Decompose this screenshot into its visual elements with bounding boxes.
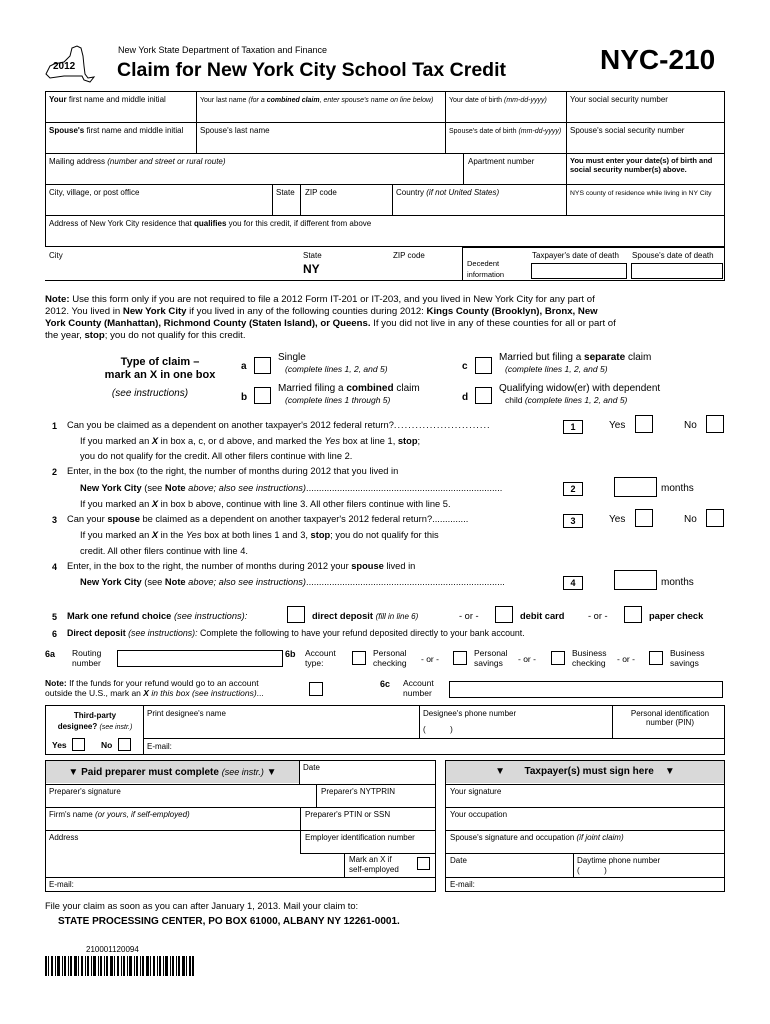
nyc-city-field[interactable]: City bbox=[49, 251, 63, 260]
line-6-text: Direct deposit (see instructions): Complete the following to have your refund deposited directly to your bank account. bbox=[67, 628, 525, 638]
taxpayer-email-field[interactable]: E-mail: bbox=[450, 880, 475, 889]
line-3-instruction-2: credit. All other filers continue with line 4. bbox=[80, 546, 248, 556]
claim-d-letter: d bbox=[462, 392, 469, 403]
country-field[interactable]: Country (if not United States) bbox=[396, 188, 500, 197]
line-5-number: 5 bbox=[52, 612, 58, 622]
or-separator: - or - bbox=[518, 654, 536, 664]
direct-deposit-label: direct deposit (fill in line 6) bbox=[312, 611, 419, 621]
personal-savings-checkbox[interactable] bbox=[453, 651, 467, 665]
spouse-dob-field[interactable]: Spouse's date of birth (mm-dd-yyyy) bbox=[449, 128, 562, 135]
debit-card-checkbox[interactable] bbox=[495, 606, 513, 623]
designee-email-field[interactable]: E-mail: bbox=[147, 742, 172, 751]
employer-id-field[interactable]: Employer identification number bbox=[305, 833, 415, 842]
line-4-months-input[interactable] bbox=[614, 570, 657, 590]
spouse-death-label: Spouse's date of death bbox=[632, 251, 714, 260]
line-1-instruction-2: you do not qualify for the credit. All other filers continue with line 2. bbox=[80, 451, 353, 461]
mailing-address-field[interactable]: Mailing address (number and street or rural route) bbox=[49, 157, 226, 166]
preparer-email-field[interactable]: E-mail: bbox=[49, 880, 74, 889]
line-3-yes-label: Yes bbox=[609, 514, 626, 525]
line-2-months-label: months bbox=[661, 483, 694, 494]
nyc-address-field[interactable]: Address of New York City residence that qualifies you for this credit, if different from above bbox=[49, 219, 372, 228]
foreign-account-checkbox[interactable] bbox=[309, 682, 323, 696]
foreign-account-note: Note: If the funds for your refund would go to an account outside the U.S., mark an X in this box (see instructions)... bbox=[45, 678, 264, 698]
claim-b-checkbox[interactable] bbox=[254, 387, 271, 404]
firm-name-field[interactable]: Firm's name (or yours, if self-employed) bbox=[49, 810, 190, 819]
or-separator: - or - bbox=[588, 611, 608, 621]
routing-number-input[interactable] bbox=[117, 650, 283, 667]
line-3-instruction: If you marked an X in the Yes box at both lines 1 and 3, stop; you do not qualify for this bbox=[80, 530, 439, 540]
designee-phone-paren: ( ) bbox=[423, 725, 453, 734]
line-2-months-input[interactable] bbox=[614, 477, 657, 497]
line-3-number: 3 bbox=[52, 515, 58, 525]
personal-checking-label: Personal checking bbox=[373, 648, 407, 668]
spouse-ssn-field[interactable]: Spouse's social security number bbox=[570, 126, 685, 135]
designee-pin-field[interactable]: Personal identification number (PIN) bbox=[630, 709, 710, 727]
preparer-ptin-field[interactable]: Preparer's PTIN or SSN bbox=[305, 810, 391, 819]
business-savings-checkbox[interactable] bbox=[649, 651, 663, 665]
personal-checking-checkbox[interactable] bbox=[352, 651, 366, 665]
or-separator: - or - bbox=[617, 654, 635, 664]
claim-d-sub: child (complete lines 1, 2, and 5) bbox=[505, 395, 628, 405]
line-1-no-label: No bbox=[684, 420, 697, 431]
line-2-box-number: 2 bbox=[563, 482, 583, 496]
line-1-instruction: If you marked an X in box a, c, or d above, and marked the Yes box at line 1, stop; bbox=[80, 436, 421, 446]
spouse-signature-field[interactable]: Spouse's signature and occupation (if joint claim) bbox=[450, 833, 624, 842]
daytime-phone-paren: ( ) bbox=[577, 866, 607, 875]
business-checking-label: Business checking bbox=[572, 648, 607, 668]
spouse-last-name-field[interactable]: Spouse's last name bbox=[200, 126, 270, 135]
form-id: NYC-210 bbox=[600, 44, 716, 75]
designee-no-checkbox[interactable] bbox=[118, 738, 131, 751]
line-1-box-number: 1 bbox=[563, 420, 583, 434]
claim-d-checkbox[interactable] bbox=[475, 387, 492, 404]
line-1-text: Can you be claimed as a dependent on another taxpayer's 2012 federal return?........................... bbox=[67, 420, 491, 430]
line-2-text-2: New York City (see Note above; also see instructions)............................................................................ bbox=[80, 483, 503, 493]
business-savings-label: Business savings bbox=[670, 648, 705, 668]
taxpayer-death-input[interactable] bbox=[531, 263, 627, 279]
line-3-yes-checkbox[interactable] bbox=[635, 509, 653, 527]
designee-phone-field[interactable]: Designee's phone number bbox=[423, 709, 517, 718]
mailing-address-footer: STATE PROCESSING CENTER, PO BOX 61000, ALBANY NY 12261-0001. bbox=[58, 916, 400, 927]
business-checking-checkbox[interactable] bbox=[551, 651, 565, 665]
self-employed-checkbox[interactable] bbox=[417, 857, 430, 870]
or-separator: - or - bbox=[421, 654, 439, 664]
spouse-first-name-field[interactable]: Spouse's first name and middle initial bbox=[49, 126, 184, 135]
line-1-no-checkbox[interactable] bbox=[706, 415, 724, 433]
note-paragraph: Note: Use this form only if you are not required to file a 2012 Form IT-201 or IT-203, and you lived in New York City for any part of 2012. You lived in New York City if you lived in any of the following counties during 2012: Kings County (Brooklyn), Bronx, New York County (Manhattan), Richmond County (Staten Island), or Queens. If you did not live in any of these counties for all or part of the year, stop; you do not qualify for this credit. bbox=[45, 294, 616, 341]
first-name-field[interactable]: Your first name and middle initial bbox=[49, 95, 166, 104]
designee-no-label: No bbox=[101, 740, 113, 750]
account-number-label: Account number bbox=[403, 678, 434, 698]
line-6-number: 6 bbox=[52, 629, 58, 639]
form-title: Claim for New York City School Tax Credit bbox=[117, 59, 507, 81]
nyc-state-label: State bbox=[303, 251, 322, 260]
apartment-field[interactable]: Apartment number bbox=[468, 157, 535, 166]
preparer-nytprin-field[interactable]: Preparer's NYTPRIN bbox=[321, 787, 395, 796]
paper-check-label: paper check bbox=[649, 611, 704, 621]
line-5-text: Mark one refund choice (see instructions): bbox=[67, 611, 248, 621]
line-2-text: Enter, in the box (to the right, the number of months during 2012 that you lived in bbox=[67, 466, 399, 476]
preparer-address-field[interactable]: Address bbox=[49, 833, 79, 842]
direct-deposit-checkbox[interactable] bbox=[287, 606, 305, 623]
claim-type-title: Type of claim – mark an X in one box bbox=[104, 356, 216, 381]
barcode-number: 210001120094 bbox=[86, 945, 139, 954]
last-name-field[interactable]: Your last name (for a combined claim, enter spouse's name on line below) bbox=[200, 97, 434, 104]
line-4-text: Enter, in the box to the right, the number of months during 2012 your spouse lived in bbox=[67, 561, 416, 571]
nyc-state-value: NY bbox=[303, 262, 320, 276]
claim-c-letter: c bbox=[462, 361, 468, 372]
line-2-number: 2 bbox=[52, 467, 58, 477]
nyc-zip-field[interactable]: ZIP code bbox=[393, 251, 425, 260]
agency-name: New York State Department of Taxation and Finance bbox=[118, 45, 327, 55]
line-1-yes-label: Yes bbox=[609, 420, 626, 431]
claim-b-sub: (complete lines 1 through 5) bbox=[285, 395, 391, 405]
claim-a-label: Single bbox=[278, 352, 306, 363]
claim-a-letter: a bbox=[241, 361, 247, 372]
line-4-number: 4 bbox=[52, 562, 58, 572]
personal-savings-label: Personal savings bbox=[474, 648, 508, 668]
designee-yes-checkbox[interactable] bbox=[72, 738, 85, 751]
filing-instructions: File your claim as soon as you can after January 1, 2013. Mail your claim to: bbox=[45, 901, 359, 911]
taxpayer-death-label: Taxpayer's date of death bbox=[532, 251, 619, 260]
designee-name-field[interactable]: Print designee's name bbox=[147, 709, 226, 718]
claim-b-label: Married filing a combined claim bbox=[278, 383, 420, 394]
spouse-death-input[interactable] bbox=[631, 263, 723, 279]
decedent-label: Decedent information bbox=[467, 259, 505, 279]
debit-card-label: debit card bbox=[520, 611, 565, 621]
account-number-input[interactable] bbox=[449, 681, 723, 698]
third-party-title: Third-party designee? (see instr.) bbox=[57, 711, 133, 731]
taxpayer-sign-header: ▼ Taxpayer(s) must sign here ▼ bbox=[446, 761, 724, 783]
claim-a-sub: (complete lines 1, 2, and 5) bbox=[285, 364, 388, 374]
taxpayer-signature-field[interactable]: Your signature bbox=[450, 787, 502, 796]
tax-year: 2012 bbox=[53, 61, 76, 72]
designee-yes-label: Yes bbox=[52, 740, 67, 750]
taxpayer-date-field[interactable]: Date bbox=[450, 856, 467, 865]
line-4-box-number: 4 bbox=[563, 576, 583, 590]
claim-b-letter: b bbox=[241, 392, 248, 403]
paid-preparer-header: ▼ Paid preparer must complete (see instr.) ▼ bbox=[46, 761, 299, 783]
claim-type-see: (see instructions) bbox=[111, 388, 189, 399]
claim-c-label: Married but filing a separate claim bbox=[499, 352, 652, 363]
barcode-icon bbox=[45, 956, 195, 976]
claim-d-label: Qualifying widow(er) with dependent bbox=[499, 383, 661, 394]
self-employed-label: Mark an X if self-employed bbox=[349, 855, 399, 874]
or-separator: - or - bbox=[459, 611, 479, 621]
line-3-box-number: 3 bbox=[563, 514, 583, 528]
line-6b-number: 6b bbox=[285, 649, 296, 659]
dob-field[interactable]: Your date of birth (mm-dd-yyyy) bbox=[449, 97, 547, 104]
must-enter-note: You must enter your date(s) of birth and social security number(s) above. bbox=[570, 156, 713, 174]
line-6c-number: 6c bbox=[380, 679, 391, 689]
line-3-no-checkbox[interactable] bbox=[706, 509, 724, 527]
line-4-months-label: months bbox=[661, 577, 694, 588]
taxpayer-occupation-field[interactable]: Your occupation bbox=[450, 810, 508, 819]
line-6a-number: 6a bbox=[45, 649, 56, 659]
zip-field[interactable]: ZIP code bbox=[305, 188, 337, 197]
line-1-yes-checkbox[interactable] bbox=[635, 415, 653, 433]
county-field[interactable]: NYS county of residence while living in NY City bbox=[570, 190, 712, 197]
ssn-field[interactable]: Your social security number bbox=[570, 95, 668, 104]
paper-check-checkbox[interactable] bbox=[624, 606, 642, 623]
state-field[interactable]: State bbox=[276, 188, 295, 197]
claim-c-checkbox[interactable] bbox=[475, 357, 492, 374]
claim-c-sub: (complete lines 1, 2, and 5) bbox=[505, 364, 608, 374]
line-1-number: 1 bbox=[52, 421, 58, 431]
city-field[interactable]: City, village, or post office bbox=[49, 188, 140, 197]
preparer-signature-field[interactable]: Preparer's signature bbox=[49, 787, 121, 796]
daytime-phone-field[interactable]: Daytime phone number bbox=[577, 856, 661, 865]
line-2-instruction: If you marked an X in box b above, continue with line 3. All other filers continue with line 5. bbox=[80, 499, 451, 509]
preparer-date-field[interactable]: Date bbox=[303, 763, 320, 772]
line-4-text-2: New York City (see Note above; also see instructions)............................................................................. bbox=[80, 577, 505, 587]
line-3-text: Can your spouse be claimed as a dependent on another taxpayer's 2012 federal return?.............. bbox=[67, 514, 469, 524]
account-type-label: Account type: bbox=[305, 648, 336, 668]
claim-a-checkbox[interactable] bbox=[254, 357, 271, 374]
line-3-no-label: No bbox=[684, 514, 697, 525]
routing-label: Routing number bbox=[72, 648, 102, 668]
